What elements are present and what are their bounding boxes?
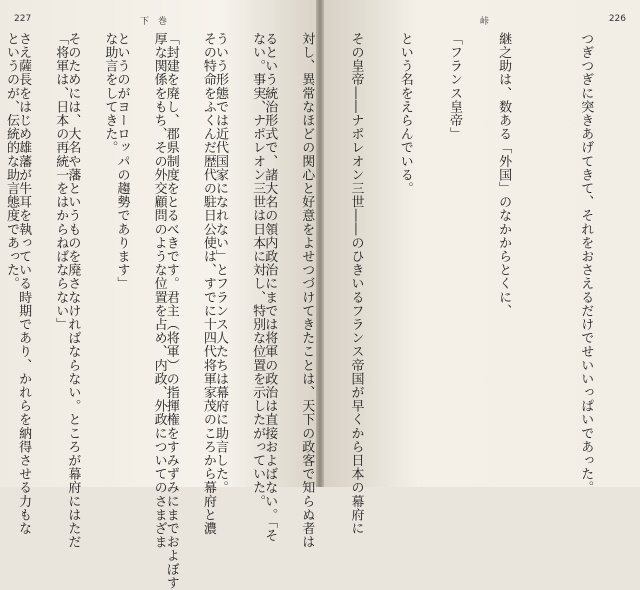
text-line: 「将軍は、日本の再統一をはからねばならない」 <box>53 32 69 332</box>
text-line: さえ薩長をはじめ雄藩が牛耳を執っている時期であり、かれらを納得させる力もな <box>16 32 32 536</box>
right-page-number: 226 <box>608 14 626 24</box>
text-line: るという統治形式で、諸大名の領内政治にまでは将軍の政治は直接およばない。「そ <box>262 32 278 543</box>
text-line: つぎつぎに突きあげてきて、それをおさえるだけでせいいっぱいであった。 <box>578 32 594 495</box>
right-running-head: 峠 <box>480 17 490 27</box>
left-page-number: 227 <box>14 14 32 24</box>
text-line: そのためには、大名や藩というものを廃さなければならない。ところが幕府にはただ <box>65 32 81 549</box>
text-line: 継之助は、数ある「外国」のなかからとくに、 <box>496 32 512 318</box>
text-line: 厚な関係をもち、その外交顧問のような位置を占め、内政、外政についてのさまざま <box>151 32 167 549</box>
text-line: な助言をしてきた。 <box>102 32 118 155</box>
text-line: ない。事実、ナポレオン三世は日本に対し、特別な位置を示したがっていた。 <box>250 32 266 508</box>
text-line: というのが、伝統的な助言態度であった。 <box>3 32 19 291</box>
text-line: というのがヨーロッパの趨勢であります」 <box>114 32 130 291</box>
text-line: 対し、異常なほどの関心と好意をよせつづけてきたことは、天下の政客で知らぬ者は <box>299 32 315 549</box>
text-line: という名をえらんでいる。 <box>397 32 413 196</box>
text-line: 「封建を廃し、郡県制度をとるべきです。君主（将軍）の指揮権をすみずみにまでおよぼす <box>163 32 179 590</box>
text-line: その皇帝――ナポレオン三世――のひきいるフランス帝国が早くから日本の幕府に <box>348 32 364 536</box>
text-line: ういう形態では近代国家になれない」とフランス人たちは幕府に助言した。 <box>212 32 228 495</box>
text-line: その特命をふくんだ歴代の駐日公使は、すでに十四代将軍家茂のころから幕府と濃 <box>200 32 216 536</box>
left-running-head: 下 巻 <box>140 17 168 27</box>
text-line: 「フランス皇帝」 <box>446 32 462 141</box>
